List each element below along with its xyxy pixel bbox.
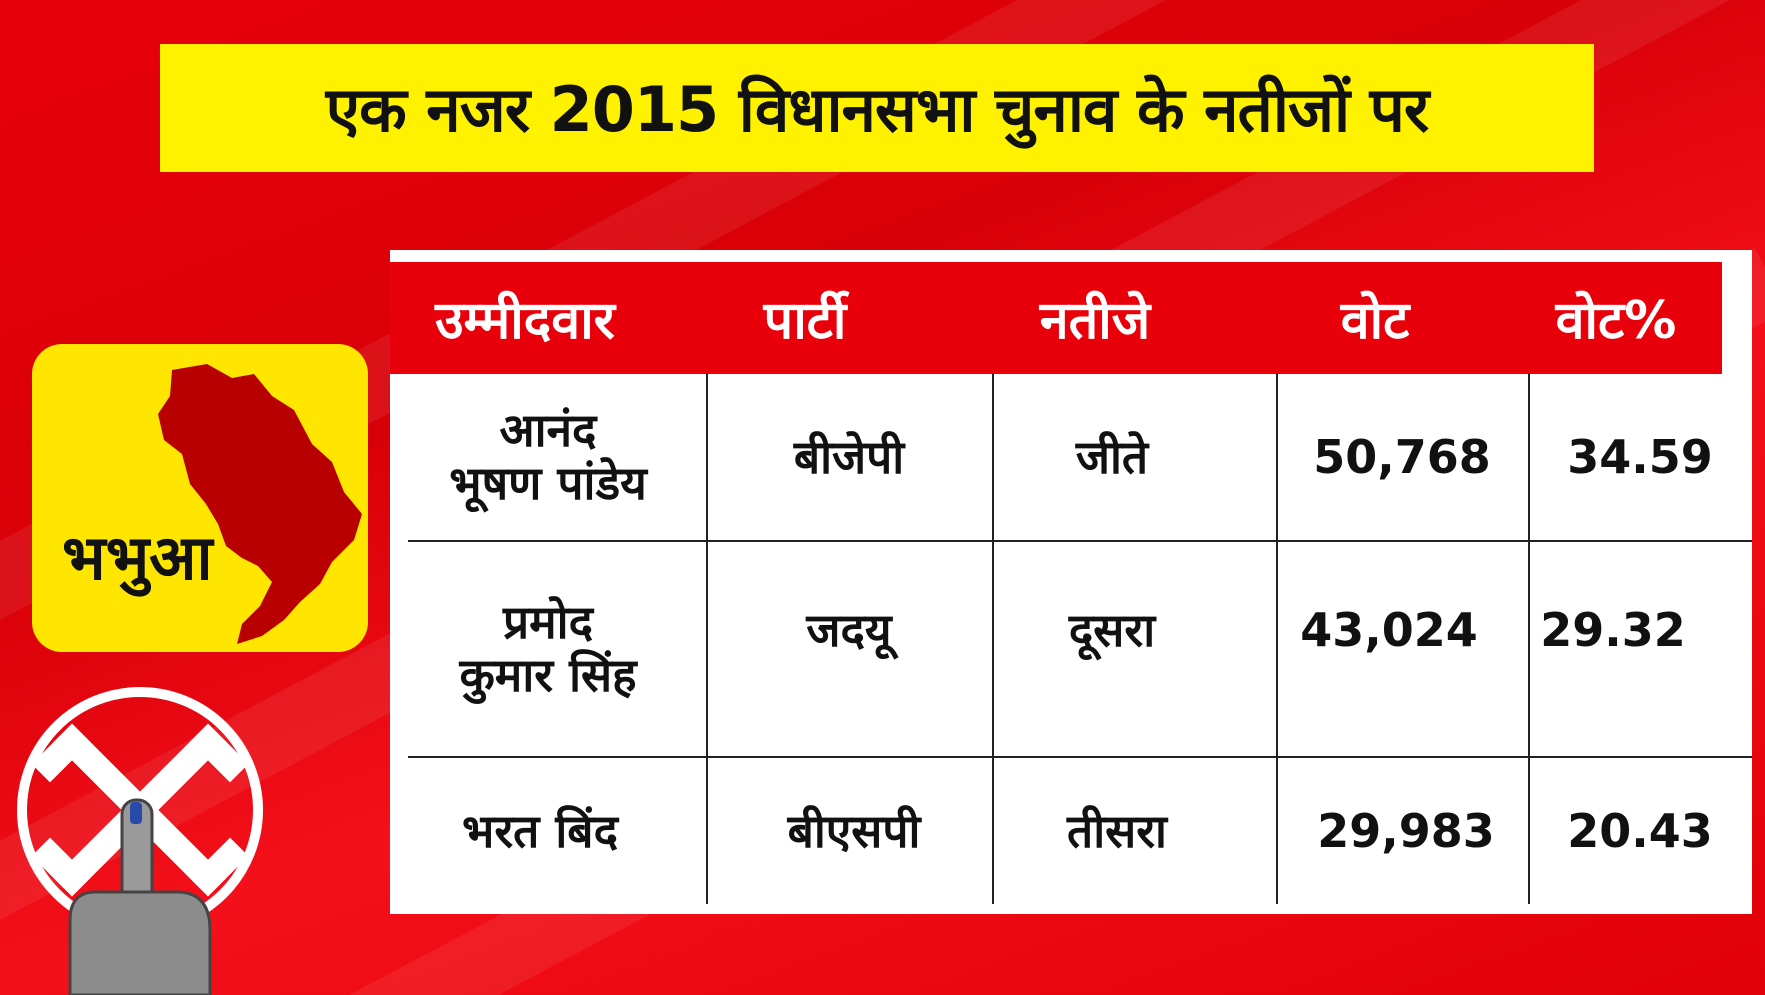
- candidate-name-line2: भूषण पांडेय: [449, 456, 647, 510]
- header-votes: वोट: [1340, 290, 1410, 351]
- title-banner: [160, 44, 1594, 172]
- page-title: एक नजर 2015 विधानसभा चुनाव के नतीजों पर: [325, 73, 1429, 146]
- district-map-icon: [32, 344, 368, 652]
- voting-finger-icon: [70, 800, 210, 995]
- vote-pct-cell: 29.32: [1540, 603, 1686, 657]
- table-row: [390, 542, 1752, 756]
- table-header-row: [390, 262, 1722, 374]
- district-badge: [32, 344, 368, 652]
- party-cell: बीजेपी: [793, 429, 905, 484]
- ballot-swastik-icon: [10, 680, 310, 995]
- candidate-name-line2: कुमार सिंह: [459, 648, 637, 702]
- vote-pct-cell: 34.59: [1567, 429, 1713, 484]
- party-cell: बीएसपी: [787, 803, 921, 858]
- candidate-name-line1: प्रमोद: [502, 595, 594, 650]
- votes-cell: 43,024: [1300, 603, 1478, 657]
- party-cell: जदयू: [806, 603, 892, 657]
- candidate-cell: [390, 374, 706, 540]
- header-result: नतीजे: [1039, 290, 1151, 351]
- result-cell: दूसरा: [1068, 603, 1156, 657]
- header-vote-pct: वोट%: [1555, 290, 1677, 351]
- result-cell: तीसरा: [1067, 803, 1167, 858]
- table-row: [390, 758, 1752, 904]
- candidate-name-line1: आनंद: [499, 403, 597, 458]
- vote-pct-cell: 20.43: [1567, 803, 1713, 858]
- table-row: [390, 374, 1752, 540]
- votes-cell: 50,768: [1313, 429, 1491, 484]
- result-cell: जीते: [1075, 429, 1149, 484]
- votes-cell: 29,983: [1317, 803, 1495, 858]
- header-candidate: उम्मीदवार: [435, 290, 615, 351]
- header-party: पार्टी: [763, 290, 847, 351]
- district-name: भभुआ: [62, 521, 213, 594]
- candidate-cell: [390, 542, 706, 756]
- results-table: [390, 250, 1752, 914]
- candidate-cell: भरत बिंद: [462, 803, 618, 858]
